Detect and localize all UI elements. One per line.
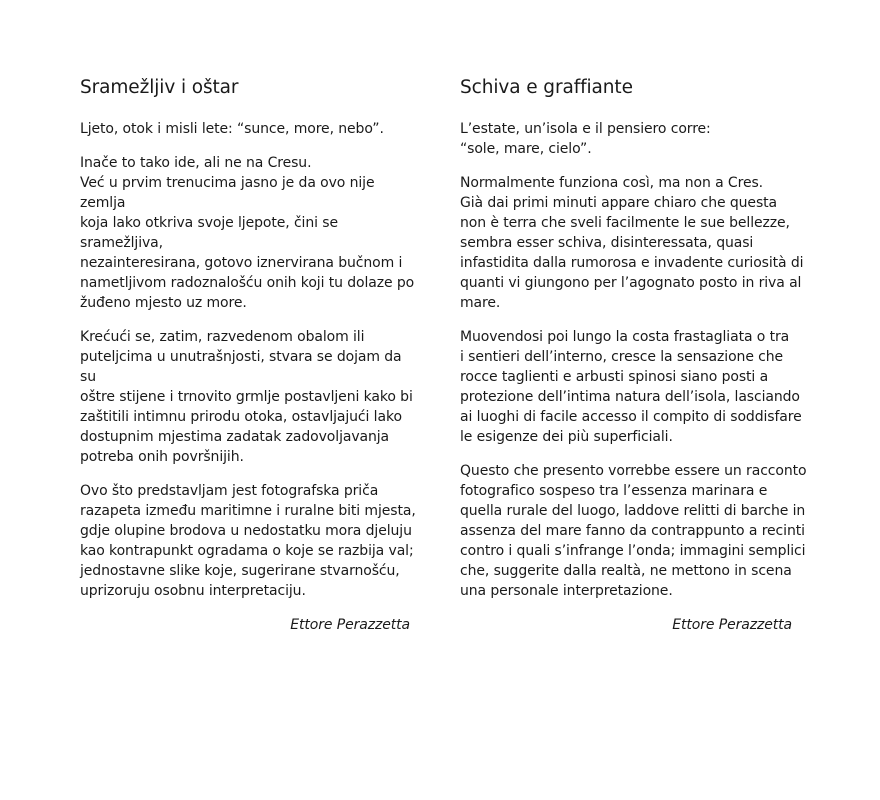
- italian-author-signature: Ettore Perazzetta: [672, 617, 792, 633]
- italian-paragraph-2: Normalmente funziona così, ma non a Cres. Già dai primi minuti appare chiaro che questa non è terra che sveli facilmente le sue bellezze, sembra esser schiva, disinteressata, quasi infastidita dalla rumorosa e invadente curiosità di quanti vi giungono per l’agognato posto in riva al mare.: [460, 175, 804, 311]
- croatian-author-signature: Ettore Perazzetta: [290, 617, 410, 633]
- croatian-paragraph-4: Ovo što predstavljam jest fotografska priča razapeta između maritimne i ruralne biti mjesta, gdje olupine brodova u nedostatku mora djeluju kao kontrapunkt ogradama o koje se razbija val; jednostavne slike koje, sugerirane stvarnošću, uprizoruju osobnu interpretaciju.: [80, 483, 416, 599]
- italian-paragraph-3: Muovendosi poi lungo la costa frastagliata o tra i sentieri dell’interno, cresce la sensazione che rocce taglienti e arbusti spinosi siano posti a protezione dell’intima natura dell’isola, lasciando ai luoghi di facile accesso il compito di soddisfare le esigenze dei più superficiali.: [460, 329, 802, 445]
- italian-paragraph-1: L’estate, un’isola e il pensiero corre: “sole, mare, cielo”.: [460, 121, 711, 157]
- italian-text-column: [460, 76, 810, 635]
- croatian-title: Sramežljiv i oštar: [80, 77, 239, 98]
- italian-paragraph-4: Questo che presento vorrebbe essere un racconto fotografico sospeso tra l’essenza marinara e quella rurale del luogo, laddove relitti di barche in assenza del mare fanno da contrappunto a recinti contro i quali s’infrange l’onda; immagini semplici che, suggerite dalla realtà, ne mettono in scena una personale interpretazione.: [460, 463, 807, 599]
- croatian-paragraph-3: Krećući se, zatim, razvedenom obalom ili puteljcima u unutrašnjosti, stvara se dojam da su oštre stijene i trnovito grmlje postavljeni kako bi zaštitili intimnu prirodu otoka, ostavljajući lako dostupnim mjestima zadatak zadovoljavanja potreba onih površnijih.: [80, 329, 413, 465]
- croatian-paragraph-2: Inače to tako ide, ali ne na Cresu. Već u prvim trenucima jasno je da ovo nije zemlja koja lako otkriva svoje ljepote, čini se sramežljiva, nezainteresirana, gotovo iznervirana bučnom i nametljivom radoznalošću onih koji tu dolaze po žuđeno mjesto uz more.: [80, 155, 415, 311]
- croatian-paragraph-1: Ljeto, otok i misli lete: “sunce, more, nebo”.: [80, 121, 384, 137]
- croatian-text-column: [80, 76, 416, 635]
- italian-title: Schiva e graffiante: [460, 77, 633, 98]
